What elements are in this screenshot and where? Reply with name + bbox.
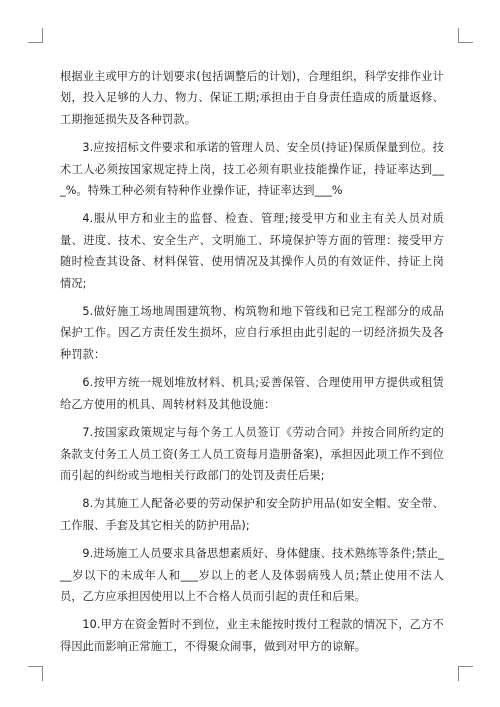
paragraph-3: 3.应按招标文件要求和承诺的管理人员、安全员(持证)保质保量到位。技术工人必须按国家规定持上岗，技工必须有职业技能操作证，持证率达到___%。特殊工种必须有特种作业操作证，持证率达到___% [60,141,444,198]
paragraph-10: 10.甲方在资金暂时不到位，业主未能按时拨付工程款的情况下，乙方不得因此而影响正常施工，不得聚众闹事，做到对甲方的谅解。 [60,618,444,653]
paragraph-9: 9.进场施工人员要求具备思想素质好、身体健康、技术熟练等条件;禁止___岁以下的未成年人和___岁以上的老人及体弱病残人员;禁止使用不法人员，乙方应承担因使用以上不合格人员而引起的责任和后果。 [60,547,444,603]
paragraph-4: 4.服从甲方和业主的监督、检查、管理;接受甲方和业主有关人员对质量、进度、技术、安全生产、文明施工、环境保护等方面的管理：接受甲方随时检查其设备、材料保管、使用情况及其操作人员的有效证件、持证上岗情况; [60,212,444,290]
paragraph-8: 8.为其施工人配备必要的劳动保护和安全防护用品(如安全帽、安全带、工作服、手套及其它相关的防护用品); [60,497,444,532]
paragraph-continuation: 根据业主或甲方的计划要求(包括调整后的计划)，合理组织，科学安排作业计划，投入足够的人力、物力、保证工期;承担由于自身责任造成的质量返修、工期拖延损失及各种罚款。 [60,70,444,126]
paragraph-5: 5.做好施工场地周围建筑物、构筑物和地下管线和已完工程部分的成品保护工作。因乙方责任发生损坏，应自行承担由此引起的一切经济损失及各种罚款： [60,305,444,361]
crop-mark-bottom-right [458,666,473,681]
paragraph-7: 7.按国家政策规定与每个务工人员签订《劳动合同》并按合同所约定的条款支付务工人员工资(务工人员工资每月造册备案)，承担因此项工作不到位而引起的纠纷或当地相关行政部门的处罚及责任后果; [60,426,444,482]
document-body [60,66,444,664]
paragraph-6: 6.按甲方统一规划堆放材料、机具;妥善保管、合理使用甲方提供或租赁给乙方使用的机具、周转材料及其他设施： [60,376,444,411]
crop-mark-top-left [28,28,43,43]
crop-mark-bottom-left [28,666,43,681]
crop-mark-top-right [458,28,473,43]
